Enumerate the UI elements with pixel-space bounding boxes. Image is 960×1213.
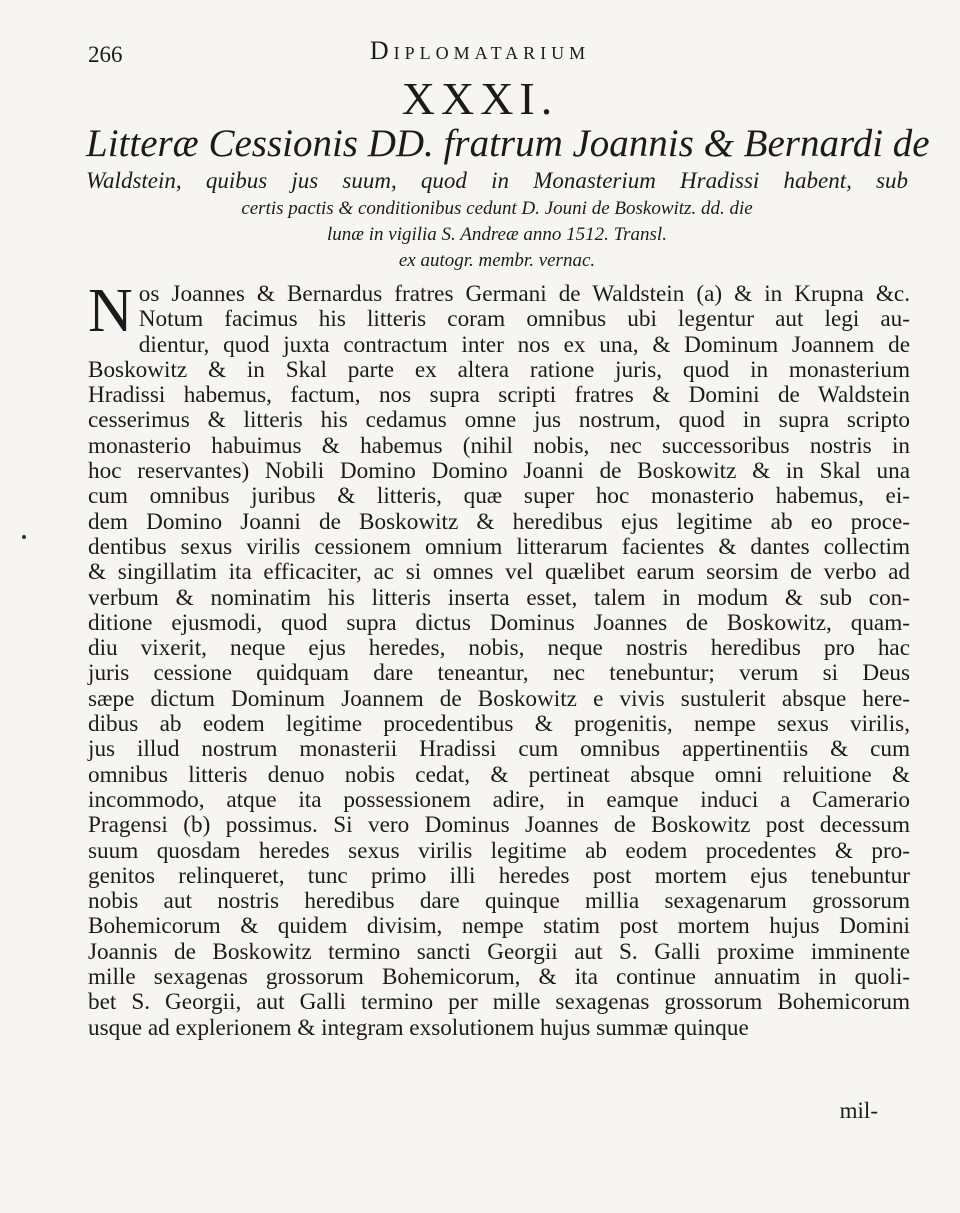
text-line: cum omnibus juribus & litteris, quæ super hoc monasterio habemus, ei-	[88, 483, 910, 510]
title-line: lunæ in vigilia S. Andreæ anno 1512. Transl.	[327, 224, 667, 245]
text-line: dentibus sexus virilis cessionem omnium litterarum facientes & dantes collectim	[88, 533, 910, 560]
text-line: hoc reservantes) Nobili Domino Domino Joanni de Boskowitz & in Skal una	[88, 458, 910, 485]
text-line: incommodo, atque ita possessionem adire, in eamque induci a Camerario	[88, 786, 910, 813]
text-line: sæpe dictum Dominum Joannem de Boskowitz e vivis sustulerit absque here-	[88, 685, 910, 712]
text-line: Notum facimus his litteris coram omnibus ubi legentur aut legi au-	[138, 306, 910, 333]
text-line: Joannis de Boskowitz termino sancti Georgii aut S. Galli proxime imminente	[88, 938, 910, 965]
text-line: Pragensi (b) possimus. Si vero Dominus Joannes de Boskowitz post decessum	[88, 812, 910, 839]
text-line: dientur, quod juxta contractum inter nos ex una, & Dominum Joannem de	[138, 331, 910, 358]
text-lines	[88, 333, 910, 1041]
title-line: Litteræ Cessionis DD. fratrum Joannis & Bernardi de	[86, 122, 930, 165]
text-line: usque ad explerionem & integram exsolutionem hujus summæ quinque	[88, 1014, 749, 1041]
charter-title	[86, 122, 930, 274]
catchword: mil-	[839, 1098, 878, 1123]
text-line: dibus ab eodem legitime procedentibus & progenitis, nempe sexus virilis,	[88, 711, 910, 738]
text-line: ditione ejusmodi, quod supra dictus Dominus Joannes de Boskowitz, quam-	[88, 609, 910, 636]
text-line: jus illud nostrum monasterii Hradissi cum omnibus appertinentiis & cum	[88, 736, 910, 763]
title-line: Waldstein, quibus jus suum, quod in Monasterium Hradissi habent, sub	[86, 168, 908, 193]
paper-speck	[22, 535, 26, 539]
text-line: dem Domino Joanni de Boskowitz & heredibus ejus legitime ab eo proce-	[88, 508, 910, 535]
title-line: ex autogr. membr. vernac.	[398, 250, 596, 271]
text-line: suum quosdam heredes sexus virilis legitime ab eodem procedentes & pro-	[88, 837, 910, 864]
text-line: omnibus litteris denuo nobis cedat, & pertineat absque omni reluitione &	[88, 761, 910, 788]
text-line: mille sexagenas grossorum Bohemicorum, & ita continue annuatim in quoli-	[88, 964, 910, 991]
text-line: Hradissi habemus, factum, nos supra scripti fratres & Domini de Waldstein	[88, 382, 910, 409]
page-number: 266	[88, 42, 123, 67]
text-line: nobis aut nostris heredibus dare quinque millia sexagenarum grossorum	[88, 888, 910, 915]
text-line: Boskowitz & in Skal parte ex altera ratione juris, quod in monasterium	[88, 356, 910, 383]
text-line: monasterio habuimus & habemus (nihil nobis, nec successoribus nostris in	[88, 432, 910, 459]
text-line: Bohemicorum & quidem divisim, nempe statim post mortem hujus Domini	[88, 913, 910, 940]
text-line: juris cessione quidquam dare teneantur, nec tenebuntur; verum si Deus	[88, 660, 910, 687]
charter-number: XXXI.	[401, 73, 559, 124]
text-line: diu vixerit, neque ejus heredes, nobis, neque nostris heredibus pro hac	[88, 635, 910, 662]
running-head: Diplomatarium	[369, 36, 591, 65]
text-line: verbum & nominatim his litteris inserta esset, talem in modum & sub con-	[88, 584, 910, 611]
text-line: & singillatim ita efficaciter, ac si omnes vel quælibet earum seorsim de verbo ad	[88, 559, 910, 586]
text-line: cesserimus & litteris his cedamus omne jus nostrum, quod in supra scripto	[88, 407, 910, 434]
text-line: os Joannes & Bernardus fratres Germani de Waldstein (a) & in Krupna &c.	[138, 281, 910, 307]
text-line: bet S. Georgii, aut Galli termino per mille sexagenas grossorum Bohemicorum	[88, 989, 910, 1016]
title-line: certis pactis & conditionibus cedunt D. Jouni de Boskowitz. dd. die	[241, 198, 753, 219]
text-line: genitos relinqueret, tunc primo illi heredes post mortem ejus tenebuntur	[88, 862, 910, 889]
charter-body	[88, 277, 910, 1041]
drop-capital: N	[88, 277, 133, 345]
